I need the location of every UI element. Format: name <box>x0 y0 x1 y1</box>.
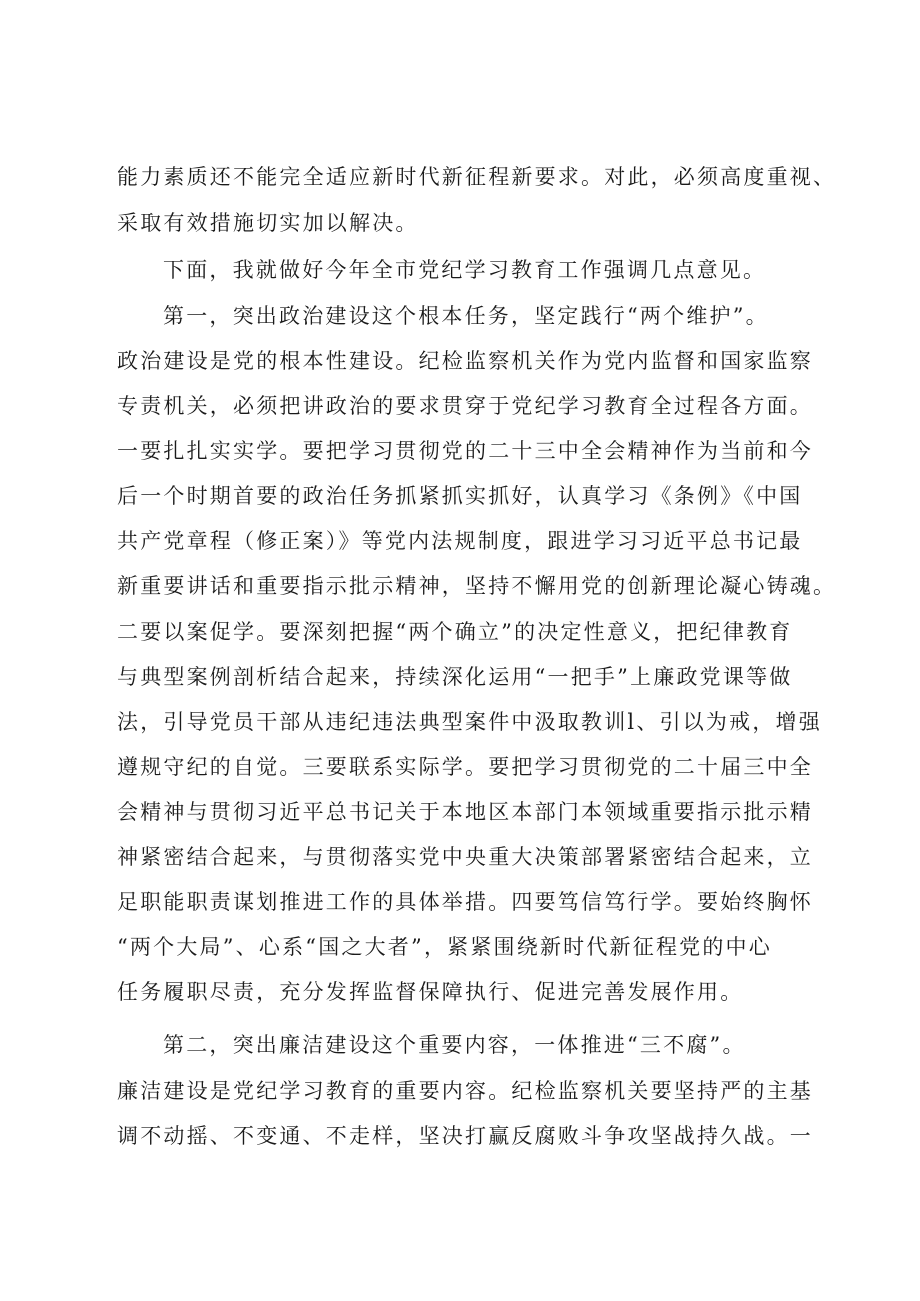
text-line: 任务履职尽责，充分发挥监督保障执行、促进完善发展作用。 <box>117 980 744 1004</box>
text-line: 专责机关，必须把讲政治的要求贯穿于党纪学习教育全过程各方面。 <box>117 394 813 418</box>
text-line: 调不动摇、不变通、不走样，坚决打赢反腐败斗争攻坚战持久战。一 <box>117 1124 813 1148</box>
text-line: 与典型案例剖析结合起来，持续深化运用“一把手”上廉政党课等做 <box>117 665 793 689</box>
text-line: 法，引导党员干部从违纪违法典型案件中汲取教训l、引以为戒，增强 <box>117 710 822 734</box>
section-heading-line: 第一，突出政治建设这个根本任务，坚定践行“两个维护”。 <box>163 304 769 328</box>
text-line: 共产党章程（修正案）》等党内法规制度，跟进学习习近平总书记最 <box>117 529 803 553</box>
text-line: 足职能职责谋划推进工作的具体举措。四要笃信笃行学。要始终胸怀 <box>117 890 813 914</box>
text-line: 遵规守纪的自觉。三要联系实际学。要把学习贯彻党的二十届三中全 <box>117 755 813 779</box>
text-line: 采取有效措施切实加以解决。 <box>117 211 419 235</box>
text-line: 新重要讲话和重要指示批示精神，坚持不懈用党的创新理论凝心铸魂。 <box>117 574 837 598</box>
text-line: 神紧密结合起来，与贯彻落实党中央重大决策部署紧密结合起来，立 <box>117 845 813 869</box>
text-line: 廉洁建设是党纪学习教育的重要内容。纪检监察机关要坚持严的主基 <box>117 1079 813 1103</box>
text-line: 二要以案促学。要深刻把握“两个确立”的决定性意义，把纪律教育 <box>117 620 793 644</box>
text-line: 会精神与贯彻习近平总书记关于本地区本部门本领域重要指示批示精 <box>117 800 813 824</box>
text-line: 后一个时期首要的政治任务抓紧抓实抓好，认真学习《条例》《中国 <box>117 484 803 508</box>
text-line: 一要扎扎实实学。要把学习贯彻党的二十三中全会精神作为当前和今 <box>117 439 813 463</box>
text-line: “两个大局”、心系“国之大者”，紧紧围绕新时代新征程党的中心 <box>117 935 772 959</box>
text-line: 政治建设是党的根本性建设。纪检监察机关作为党内监督和国家监察 <box>117 349 813 373</box>
section-heading-line: 第二，突出廉洁建设这个重要内容，一体推进“三不腐”。 <box>163 1033 746 1057</box>
text-line: 能力素质还不能完全适应新时代新征程新要求。对此，必须高度重视、 <box>117 165 837 189</box>
paragraph-first-line: 下面，我就做好今年全市党纪学习教育工作强调几点意见。 <box>163 258 767 282</box>
